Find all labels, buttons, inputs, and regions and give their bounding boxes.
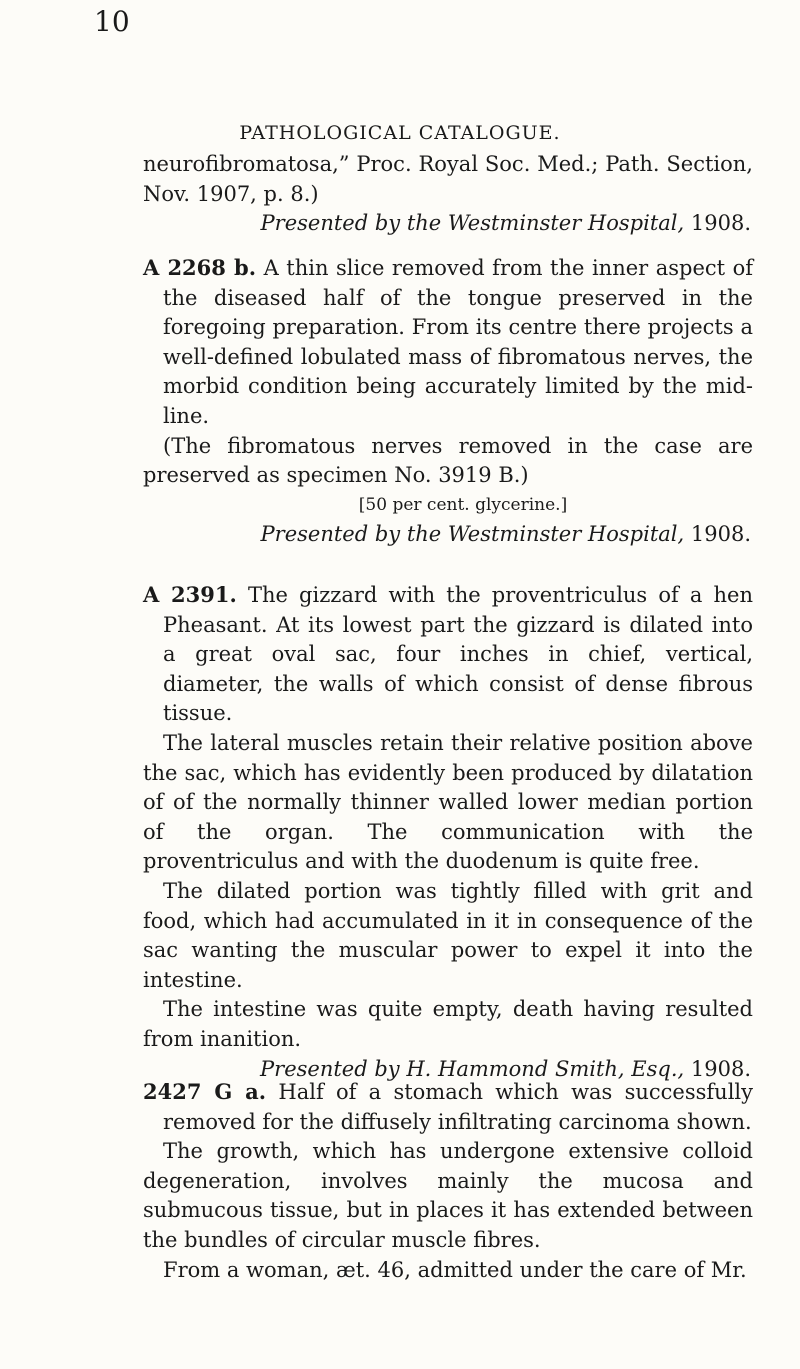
page-number: 10 <box>94 5 130 38</box>
continued-entry <box>143 150 753 239</box>
specimen-ref: A 2268 b. <box>143 255 257 280</box>
entry-paragraph: The lateral muscles retain their relative position above the sac, which has evidently been produced by dilatation of of the normally thinner walled lower median portion of the organ. The communication with the proventriculus and with the duodenum is quite free. <box>143 730 753 874</box>
entry-body <box>143 1077 753 1137</box>
continued-text: neurofibromatosa,” Proc. Royal Soc. Med.; Path. Section, Nov. 1907, p. 8.) <box>143 152 753 206</box>
running-header: PATHOLOGICAL CATALOGUE. <box>239 122 561 144</box>
entry-paragraph: The dilated portion was tightly filled with grit and food, which had accumulated in it in consequence of the sac wanting the muscular power to expel it into the intestine. <box>143 878 753 992</box>
entry-paragraph: The growth, which has undergone extensive colloid degeneration, involves mainly the mucosa and submucous tissue, but in places it has extended between the bundles of circular muscle fibres. <box>143 1139 753 1252</box>
presented-year: 1908. <box>690 522 751 547</box>
entry-text: A thin slice removed from the inner aspect of the diseased half of the tongue preserved in the foregoing preparation. From its centre there projects a well-defined lobulated mass of fibromatous nerves, the morbid condition being accurately limited by the mid-line. <box>163 256 754 428</box>
entry-paragraph: The intestine was quite empty, death having resulted from inanition. <box>143 997 753 1051</box>
preservation-note: [50 per cent. glycerine.] <box>358 494 568 515</box>
entry-2427 <box>143 1077 753 1285</box>
presented-by: Presented by H. Hammond Smith, Esq., <box>260 1056 685 1081</box>
specimen-ref: 2427 G a. <box>143 1079 267 1104</box>
entry-paragraph: (The fibromatous nerves removed in the case are preserved as specimen No. 3919 B.) <box>143 433 753 488</box>
presented-by: Presented by the Westminster Hospital, <box>260 522 685 547</box>
presented-year: 1908. <box>690 211 751 236</box>
entry-text: Half of a stomach which was successfully removed for the diffusely infiltrating carcinoma shown. <box>163 1080 754 1134</box>
entry-2391 <box>143 580 753 1084</box>
entry-body <box>143 253 753 432</box>
specimen-ref: A 2391. <box>143 582 237 607</box>
presented-by: Presented by the Westminster Hospital, <box>260 211 685 236</box>
entry-paragraph: From a woman, æt. 46, admitted under the care of Mr. <box>163 1257 747 1282</box>
entry-2268b <box>143 253 753 550</box>
entry-body <box>143 580 753 729</box>
entry-text: The gizzard with the proventriculus of a hen Pheasant. At its lowest part the gizzard is dilated into a great oval sac, four inches in chief, vertical, diameter, the walls of which consist of dense fibrous tissue. <box>163 583 754 726</box>
presented-line <box>143 209 753 239</box>
presented-year: 1908. <box>690 1056 751 1081</box>
presented-line <box>143 520 753 550</box>
